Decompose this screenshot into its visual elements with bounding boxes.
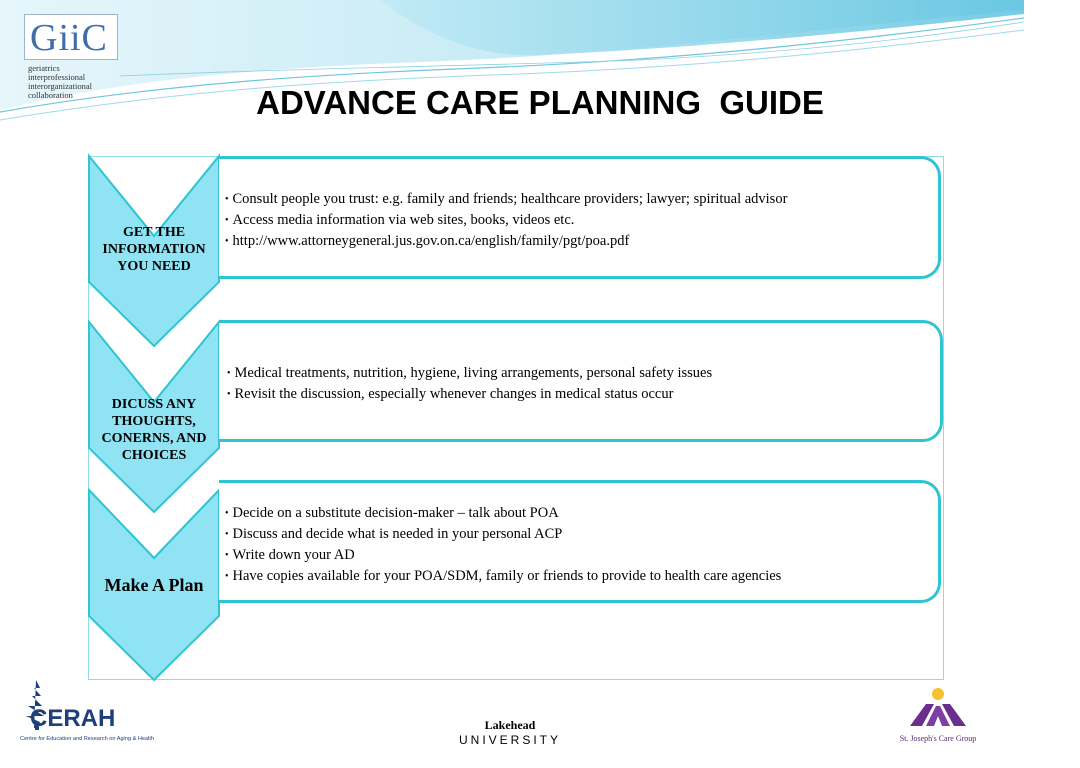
sjcg-logo-text: St. Joseph's Care Group bbox=[899, 734, 977, 743]
step-label-line: Make A Plan bbox=[104, 575, 204, 595]
step-card-get-information bbox=[219, 156, 941, 279]
step-card-make-plan bbox=[219, 480, 941, 603]
step-card-discuss bbox=[219, 320, 943, 442]
list-item: • Medical treatments, nutrition, hygiene, living arrangements, personal safety issues bbox=[227, 363, 940, 384]
bullet-list bbox=[225, 189, 938, 252]
bullet-list bbox=[225, 503, 938, 587]
list-item: • Access media information via web sites, books, videos etc. bbox=[225, 210, 938, 231]
cerah-logo bbox=[18, 676, 155, 746]
st-josephs-care-group-logo bbox=[886, 684, 990, 746]
step-label-get-information bbox=[92, 224, 216, 275]
giic-subtitle-line: interorganizational bbox=[28, 81, 93, 91]
step-label-line: DICUSS ANY bbox=[111, 397, 197, 412]
giic-subtitle-line: collaboration bbox=[28, 90, 73, 100]
giic-logo: GiiC bbox=[30, 17, 108, 59]
lakehead-logo-line1: Lakehead bbox=[484, 718, 536, 732]
list-item: • Discuss and decide what is needed in your personal ACP bbox=[225, 524, 938, 545]
lakehead-logo-line2: UNIVERSITY bbox=[458, 733, 561, 747]
giic-subtitle-line: geriatrics bbox=[28, 63, 60, 73]
giic-subtitle-line: interprofessional bbox=[28, 72, 86, 82]
list-item: • Consult people you trust: e.g. family and friends; healthcare providers; lawyer; spiritual advisor bbox=[225, 189, 938, 210]
step-label-discuss bbox=[92, 396, 216, 464]
step-label-line: GET THE bbox=[122, 225, 186, 240]
cerah-logo-subtitle: Centre for Education and Research on Aging & Health bbox=[20, 736, 155, 742]
step-label-line: CHOICES bbox=[121, 448, 187, 463]
list-item: • Write down your AD bbox=[225, 545, 938, 566]
step-label-line: YOU NEED bbox=[117, 259, 191, 274]
bullet-list bbox=[227, 363, 940, 405]
list-item: • Revisit the discussion, especially whenever changes in medical status occur bbox=[227, 384, 940, 405]
list-item: • Have copies available for your POA/SDM, family or friends to provide to health care agencies bbox=[225, 566, 938, 587]
step-label-line: CONERNS, AND bbox=[101, 431, 207, 446]
step-label-line: THOUGHTS, bbox=[112, 414, 196, 429]
lakehead-logo bbox=[440, 718, 580, 748]
page-title: ADVANCE CARE PLANNING GUIDE bbox=[256, 84, 824, 121]
list-item: • Decide on a substitute decision-maker – talk about POA bbox=[225, 503, 938, 524]
step-label-line: INFORMATION bbox=[102, 242, 206, 257]
list-item: • http://www.attorneygeneral.jus.gov.on.ca/english/family/pgt/poa.pdf bbox=[225, 231, 938, 252]
step-label-make-plan bbox=[92, 574, 216, 596]
cerah-logo-text: CERAH bbox=[30, 705, 116, 732]
